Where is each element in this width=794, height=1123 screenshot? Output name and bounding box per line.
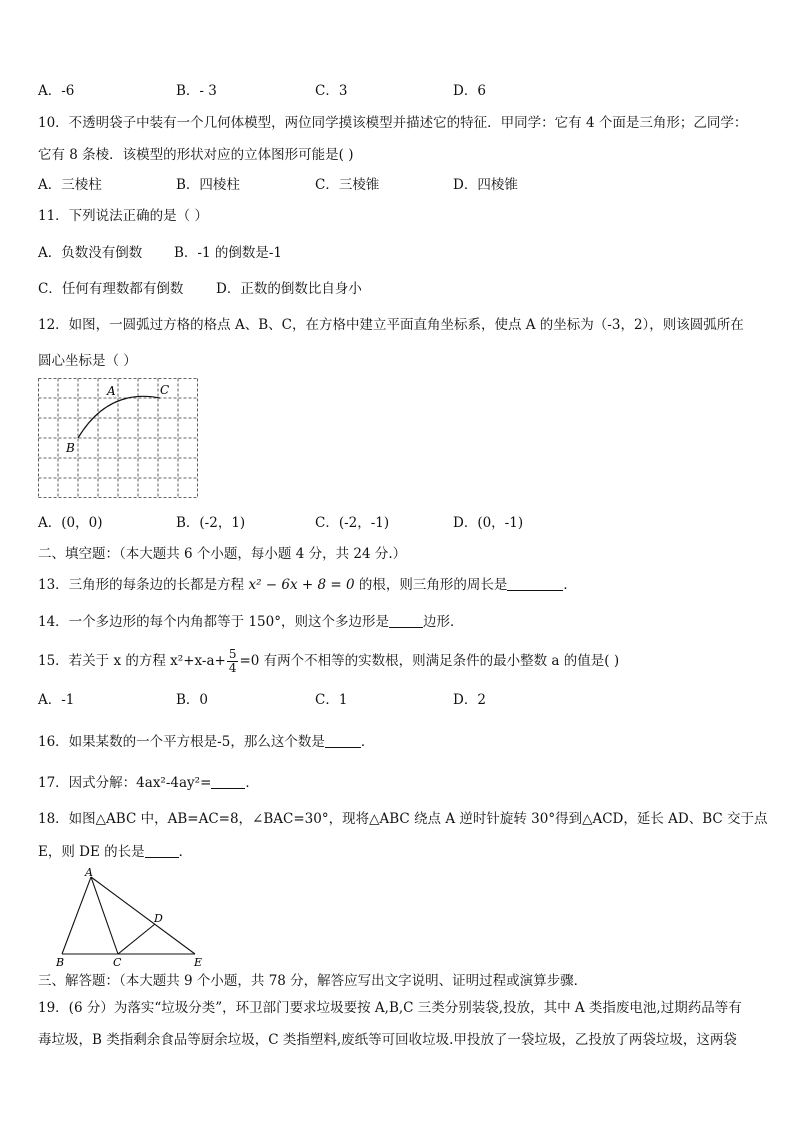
label-a: A	[107, 384, 116, 398]
q10-stem-line2: 它有 8 条棱．该模型的形状对应的立体图形可能是( )	[38, 147, 354, 163]
q15-option-a: A．-1	[38, 692, 75, 708]
q16-answer-blank	[325, 734, 361, 748]
label-e: E	[194, 956, 203, 969]
q17-end: ．	[245, 775, 259, 791]
q15-option-c: C．1	[315, 692, 348, 708]
label-c: C	[113, 956, 122, 969]
q18-triangle-figure	[52, 868, 212, 970]
q13-end: ．	[563, 577, 577, 593]
q16-end: ．	[360, 734, 375, 750]
q13-stem	[38, 576, 577, 594]
q17-answer-blank	[211, 775, 245, 789]
q10-option-c: C．三棱锥	[315, 177, 380, 193]
q12-grid-figure	[38, 378, 198, 498]
q19-stem-line1: 19．(6 分）为落实“垃圾分类”，环卫部门要求垃圾要按 A,B,C 三类分别装袋,投放，其中 A 类指废电池,过期药品等有	[38, 1000, 742, 1016]
section3-heading: 三、解答题：（本大题共 9 个小题，共 78 分，解答应写出文字说明、证明过程或演算步骤．	[38, 973, 588, 989]
q13-equation: x² − 6x + 8 = 0	[248, 577, 355, 593]
q18-stem-line1: 18．如图△ABC 中，AB=AC=8，∠BAC=30°，现将△ABC 绕点 A 逆时针旋转 30°得到△ACD，延长 AD、BC 交于点	[38, 811, 768, 827]
q15-frac-den: 4	[228, 661, 237, 675]
q15-post: =0 有两个不相等的实数根，则满足条件的最小整数 a 的值是( )	[239, 653, 620, 669]
q18-answer-blank	[145, 844, 179, 858]
q15-pre: 15．若关于 x 的方程 x²+x-a+	[38, 653, 226, 669]
q14-pre: 14．一个多边形的每个内角都等于 150°，则这个多边形是	[38, 614, 389, 630]
q16-stem	[38, 733, 374, 751]
q14-answer-blank	[389, 614, 423, 628]
q10-option-d: D．四棱锥	[453, 177, 518, 193]
q9-option-c: C．3	[315, 83, 348, 99]
q9-option-b: B．- 3	[176, 83, 217, 99]
q9-option-a: A．-6	[38, 83, 75, 99]
section2-heading: 二、填空题：（本大题共 6 个小题，每小题 4 分，共 24 分.）	[38, 546, 407, 562]
segment-ae	[91, 877, 195, 954]
q13-post: 的根，则三角形的周长是	[354, 577, 508, 593]
segment-cd	[118, 924, 155, 954]
q11-stem: 11．下列说法正确的是（ ）	[38, 208, 208, 224]
q9-option-d: D．6	[453, 83, 486, 99]
q18-line2-end: ．	[178, 844, 193, 860]
q10-option-b: B．四棱柱	[176, 177, 240, 193]
arc-abc	[78, 396, 160, 438]
label-c: C	[160, 383, 170, 397]
q12-option-d: D．(0，-1)	[453, 515, 524, 531]
q17-pre: 17．因式分解：4ax²-4ay²=	[38, 775, 212, 791]
q11-option-b: B．-1 的倒数是-1	[174, 245, 283, 261]
segment-ac	[91, 877, 118, 954]
q12-option-c: C．(-2，-1)	[315, 515, 390, 531]
q15-option-b: B．0	[176, 692, 209, 708]
q10-stem-line1: 10．不透明袋子中装有一个几何体模型，两位同学摸该模型并描述它的特征．甲同学：它有 4 个面是三角形；乙同学：	[38, 115, 748, 131]
q16-pre: 16．如果某数的一个平方根是-5，那么这个数是	[38, 734, 325, 750]
q12-option-a: A．(0，0)	[38, 515, 103, 531]
q12-stem-line1: 12．如图，一圆弧过方格的格点 A、B、C，在方格中建立平面直角坐标系，使点 A 的坐标为（-3，2），则该圆弧所在	[38, 317, 744, 333]
grid-lines	[39, 379, 198, 498]
label-a: A	[85, 868, 93, 879]
q11-option-c: C．任何有理数都有倒数	[38, 281, 184, 297]
q13-answer-blank	[507, 577, 563, 591]
label-b: B	[66, 441, 75, 455]
q18-stem-line2	[38, 843, 192, 861]
q12-stem-line2: 圆心坐标是（ ）	[38, 353, 137, 369]
q13-pre: 13．三角形的每条边的长都是方程	[38, 577, 249, 593]
q11-option-a: A．负数没有倒数	[38, 245, 143, 261]
q15-stem	[38, 648, 619, 675]
q15-option-d: D．2	[453, 692, 486, 708]
label-b: B	[56, 956, 65, 969]
q15-frac-num: 5	[228, 647, 237, 661]
q10-option-a: A．三棱柱	[38, 177, 102, 193]
segment-ab	[62, 877, 91, 954]
q19-stem-line2: 毒垃圾，B 类指剩余食品等厨余垃圾，C 类指塑料,废纸等可回收垃圾.甲投放了一袋垃圾，乙投放了两袋垃圾，这两袋	[38, 1032, 737, 1048]
q14-post: 边形．	[423, 614, 464, 630]
q14-stem	[38, 613, 464, 631]
q15-fraction	[227, 648, 239, 675]
q12-option-b: B．(-2，1)	[176, 515, 246, 531]
q11-option-d: D．正数的倒数比自身小	[216, 281, 362, 297]
q18-line2-pre: E，则 DE 的长是	[38, 844, 145, 860]
label-d: D	[154, 912, 163, 925]
q17-stem	[38, 774, 259, 792]
